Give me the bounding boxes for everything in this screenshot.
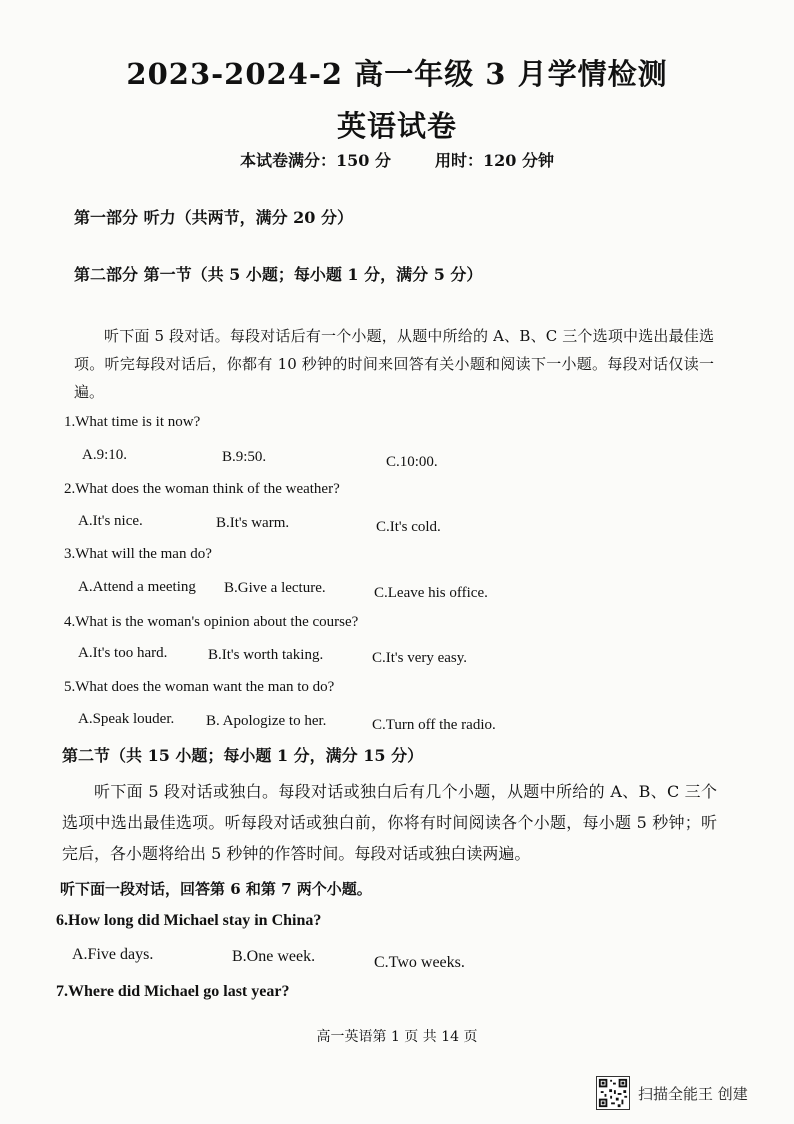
question-3: 3.What will the man do? bbox=[64, 546, 212, 562]
q3-option-c: C.Leave his office. bbox=[374, 585, 488, 601]
q6-option-c: C.Two weeks. bbox=[374, 954, 465, 971]
q3-option-b: B.Give a lecture. bbox=[224, 580, 326, 596]
exam-subject: 英语试卷 bbox=[336, 109, 457, 143]
section2-instructions: 听下面 5 段对话或独白。每段对话或独白后有几个小题，从题中所给的 A、B、C 三个选项中选出最佳选项。听每段对话或独白前，你将有时间阅读各个小题，每小题 5 秒钟；听完后，各小题将给出 5 秒钟的作答时间。每段对话或独白读两遍。 bbox=[62, 782, 717, 863]
question-1: 1.What time is it now? bbox=[64, 414, 201, 430]
qr-code-icon bbox=[596, 1076, 630, 1110]
q1-option-c: C.10:00. bbox=[386, 454, 438, 470]
q5-option-a: A.Speak louder. bbox=[78, 711, 175, 727]
dialogue-lead: 听下面一段对话，回答第 6 和第 7 两个小题。 bbox=[60, 880, 372, 898]
q6-option-b: B.One week. bbox=[232, 948, 316, 965]
part1-heading: 第一部分 听力（共两节，满分 20 分） bbox=[74, 208, 353, 227]
time-limit: 用时：120 分钟 bbox=[435, 151, 554, 170]
part2-instructions: 听下面 5 段对话。每段对话后有一个小题，从题中所给的 A、B、C 三个选项中选出最佳选项。听完每段对话后，你都有 10 秒钟的时间来回答有关小题和阅读下一小题。每段对话仅读一遍。 bbox=[74, 327, 714, 401]
q5-option-c: C.Turn off the radio. bbox=[372, 717, 496, 733]
q1-option-b: B.9:50. bbox=[222, 449, 267, 465]
q5-option-b: B. Apologize to her. bbox=[206, 713, 327, 729]
part2-heading: 第二部分 第一节（共 5 小题；每小题 1 分，满分 5 分） bbox=[74, 265, 483, 284]
exam-title: 2023-2024-2 高一年级 3 月学情检测 bbox=[126, 57, 668, 91]
exam-meta bbox=[0, 148, 794, 171]
q3-option-a: A.Attend a meeting bbox=[78, 579, 196, 595]
question-2: 2.What does the woman think of the weather? bbox=[64, 481, 340, 497]
q4-option-c: C.It's very easy. bbox=[372, 650, 468, 666]
scanner-watermark bbox=[596, 1076, 748, 1110]
question-4: 4.What is the woman's opinion about the course? bbox=[64, 614, 359, 630]
question-6: 6.How long did Michael stay in China? bbox=[56, 912, 322, 929]
question-7: 7.Where did Michael go last year? bbox=[56, 983, 290, 1000]
full-score: 本试卷满分：150 分 bbox=[240, 151, 391, 170]
q2-option-a: A.It's nice. bbox=[78, 513, 143, 529]
q2-option-b: B.It's warm. bbox=[216, 515, 290, 531]
q1-option-a: A.9:10. bbox=[82, 447, 127, 463]
page-footer: 高一英语第 1 页 共 14 页 bbox=[316, 1029, 478, 1045]
question-5: 5.What does the woman want the man to do? bbox=[64, 679, 335, 695]
section2-heading: 第二节（共 15 小题；每小题 1 分，满分 15 分） bbox=[62, 746, 424, 765]
scanner-label: 扫描全能王 创建 bbox=[638, 1084, 748, 1103]
q6-option-a: A.Five days. bbox=[72, 946, 154, 963]
q4-option-a: A.It's too hard. bbox=[78, 645, 168, 661]
q2-option-c: C.It's cold. bbox=[376, 519, 441, 535]
q4-option-b: B.It's worth taking. bbox=[208, 647, 324, 663]
